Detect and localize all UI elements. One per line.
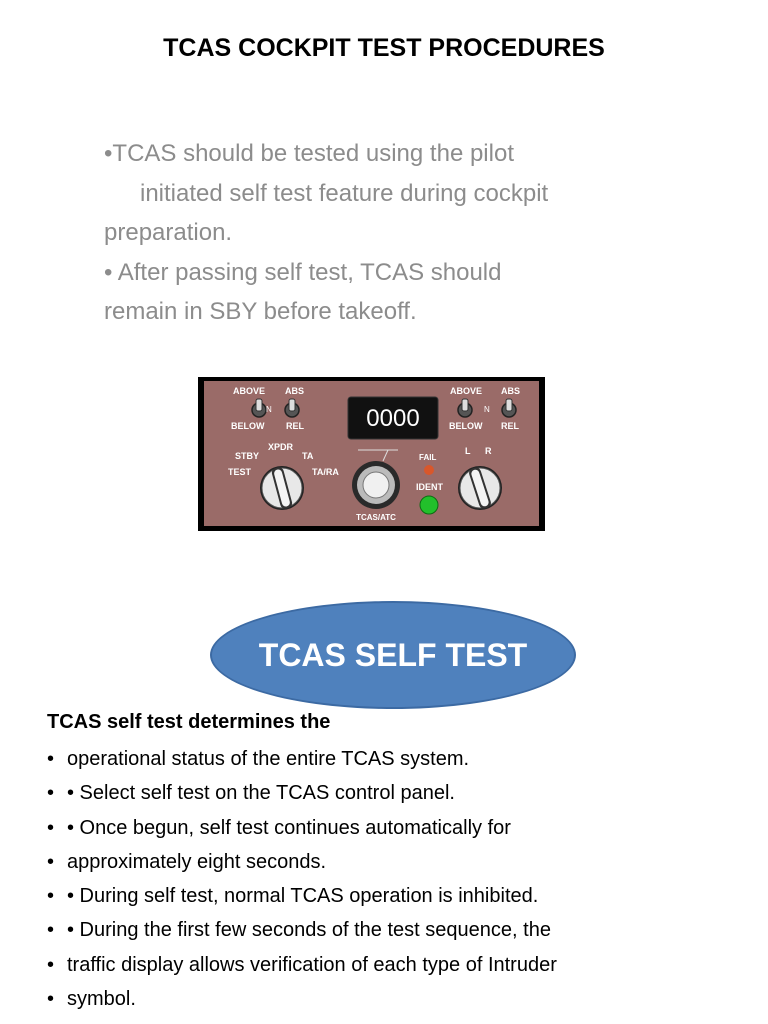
fail-light xyxy=(424,465,434,475)
right-rel-label: REL xyxy=(501,421,519,431)
mode-test-label: TEST xyxy=(228,467,252,477)
mode-tara-label: TA/RA xyxy=(312,467,339,477)
tcas-control-panel xyxy=(198,377,545,531)
code-display-value: 0000 xyxy=(366,405,420,432)
list-item: • • During self test, normal TCAS operation is inhibited. xyxy=(47,885,539,908)
left-abs-label: ABS xyxy=(285,386,305,396)
intro-text xyxy=(104,134,664,332)
list-item: • • Select self test on the TCAS control panel. xyxy=(47,782,455,805)
left-above-label: ABOVE xyxy=(233,386,266,396)
list-item: • • Once begun, self test continues automatically for xyxy=(47,816,511,839)
tcas-atc-label: TCAS/ATC xyxy=(356,513,396,522)
intro-line-1: •TCAS should be tested using the pilot xyxy=(104,140,514,167)
section-heading: TCAS self test determines the xyxy=(47,711,331,733)
bullet-list xyxy=(47,742,557,1016)
intro-line-4: • After passing self test, TCAS should xyxy=(104,258,502,286)
intro-line-2: initiated self test feature during cockpit xyxy=(140,179,549,207)
right-n-label: N xyxy=(484,405,490,414)
fail-label: FAIL xyxy=(419,453,437,462)
mode-xpdr-label: XPDR xyxy=(268,442,294,452)
list-item: • • During the first few seconds of the test sequence, the xyxy=(47,919,551,942)
list-item: • symbol. xyxy=(47,988,136,1011)
right-abs-label: ABS xyxy=(501,386,521,396)
r-label: R xyxy=(485,446,492,456)
l-label: L xyxy=(465,446,471,456)
list-item: • traffic display allows verification of each type of Intruder xyxy=(47,953,557,976)
mode-ta-label: TA xyxy=(302,451,314,461)
left-rel-label: REL xyxy=(286,421,304,431)
left-n-label: N xyxy=(266,405,272,414)
ident-light[interactable] xyxy=(420,496,438,514)
left-below-label: BELOW xyxy=(231,421,265,431)
page-title: TCAS COCKPIT TEST PROCEDURES xyxy=(163,34,605,62)
ident-label: IDENT xyxy=(416,482,443,492)
intro-line-5: remain in SBY before takeoff. xyxy=(104,298,417,325)
list-item: • operational status of the entire TCAS system. xyxy=(47,748,470,770)
right-below-label: BELOW xyxy=(449,421,483,431)
intro-line-3: preparation. xyxy=(104,219,233,246)
mode-stby-label: STBY xyxy=(235,451,260,461)
self-test-banner: TCAS SELF TEST xyxy=(210,601,576,709)
tcas-atc-button[interactable] xyxy=(352,461,400,522)
list-item: • approximately eight seconds. xyxy=(47,850,327,873)
right-above-label: ABOVE xyxy=(450,386,483,396)
